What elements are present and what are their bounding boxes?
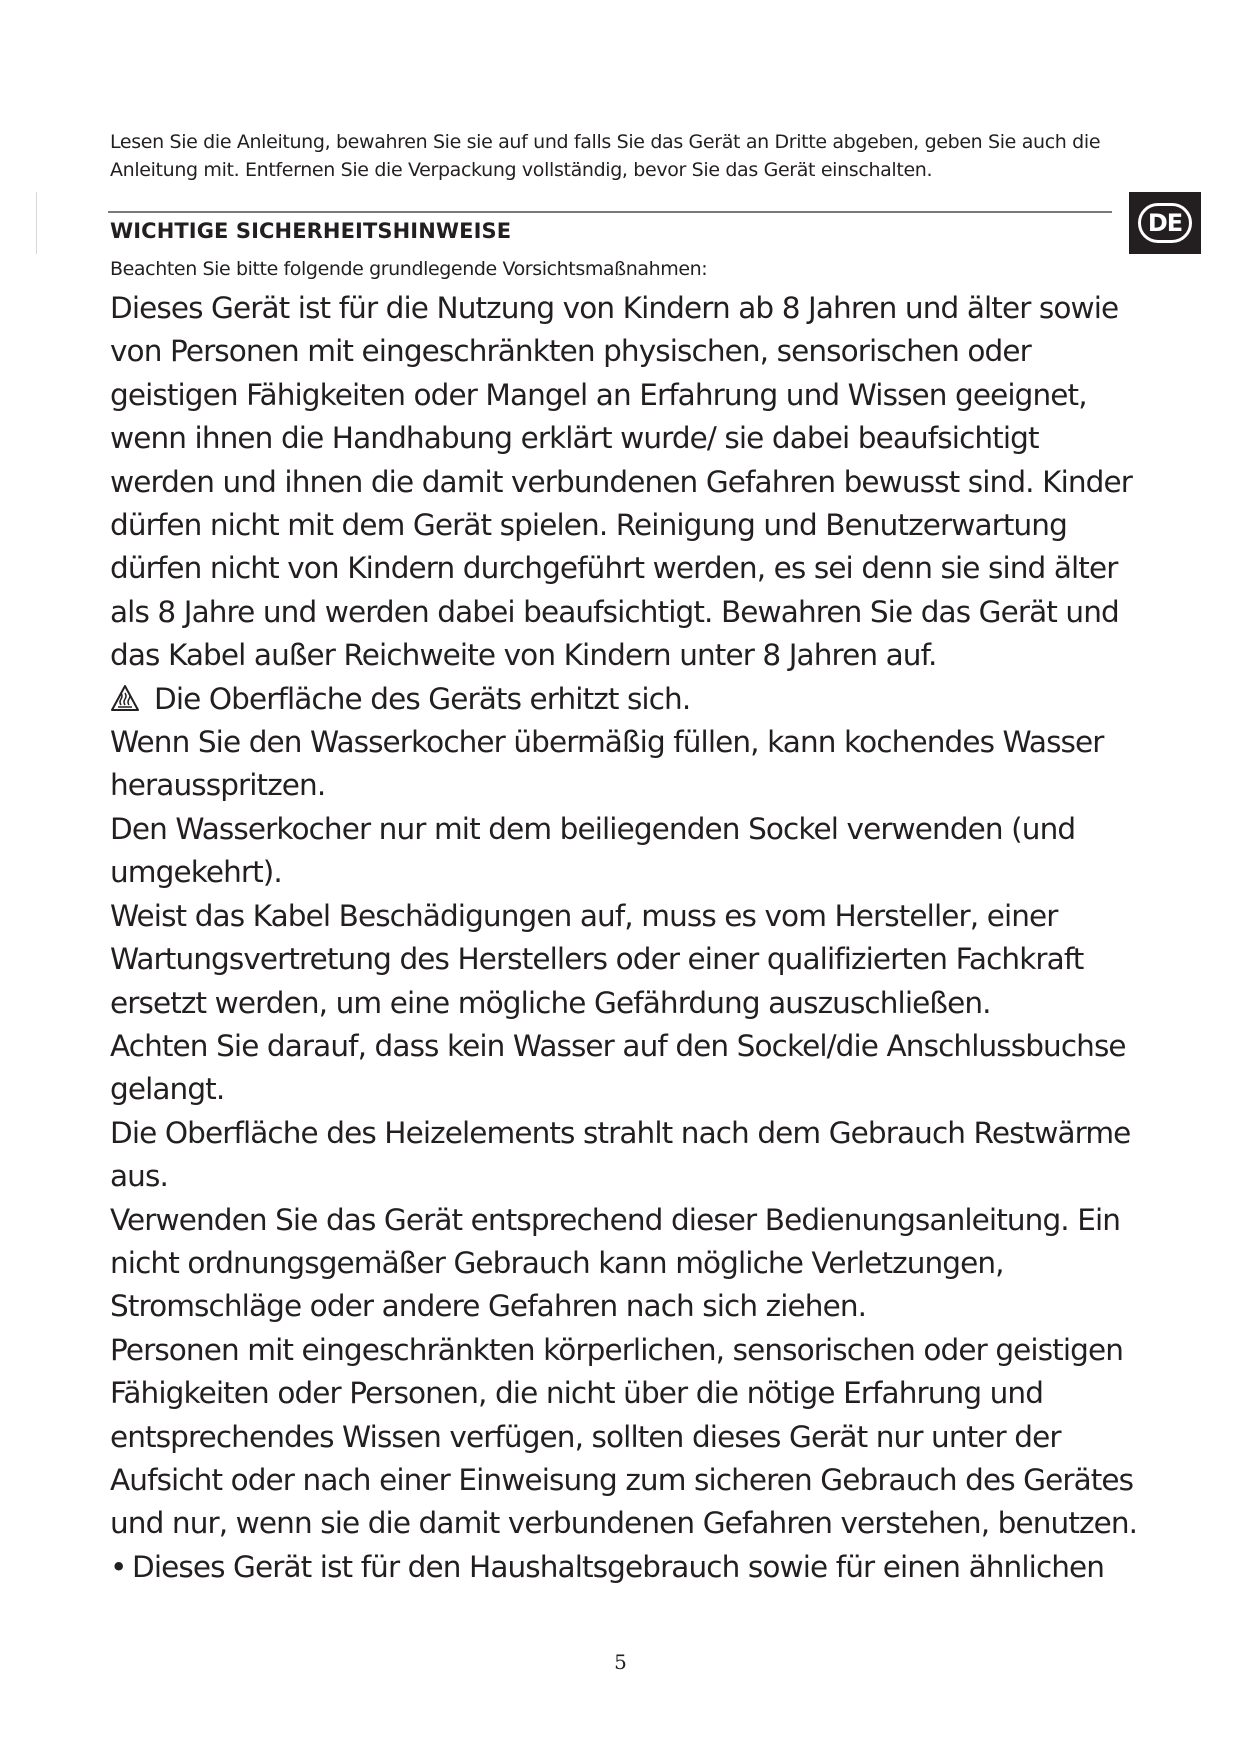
bullet-item [110,1546,1140,1589]
body-line: aus. [110,1159,168,1194]
body-line: umgekehrt). [110,855,282,890]
body-line: Dieses Gerät ist für die Nutzung von Kindern ab 8 Jahren und älter sowie [110,291,1119,325]
body-line: Stromschläge oder andere Gefahren nach sich ziehen. [110,1289,867,1324]
body-line: Achten Sie darauf, dass kein Wasser auf den Sockel/die Anschlussbuchse [110,1028,1126,1063]
body-line: als 8 Jahre und werden dabei beaufsichtigt. Bewahren Sie das Gerät und [110,594,1119,629]
page-number: 5 [614,1650,627,1674]
body-line: das Kabel außer Reichweite von Kindern unter 8 Jahren auf. [110,638,937,673]
bullet-dot: • [110,1549,127,1584]
body-line: entsprechendes Wissen verfügen, sollten dieses Gerät nur unter der [110,1419,1061,1454]
body-line: dürfen nicht mit dem Gerät spielen. Reinigung und Benutzerwartung [110,508,1067,543]
body-line: Die Oberfläche des Heizelements strahlt nach dem Gebrauch Restwärme [110,1115,1131,1150]
body-line: Wartungsvertretung des Herstellers oder einer qualifizierten Fachkraft [110,942,1084,977]
body-line: Personen mit eingeschränkten körperlichen, sensorischen oder geistigen [110,1332,1124,1367]
intro-paragraph [110,128,1120,184]
hot-surface-warning-line [110,678,1140,721]
body-line: und nur, wenn sie die damit verbundenen Gefahren verstehen, benutzen. [110,1506,1138,1541]
language-badge: DE [1138,203,1192,243]
body-line: wenn ihnen die Handhabung erklärt wurde/ sie dabei beaufsichtigt [110,421,1039,456]
body-line: Die Oberfläche des Geräts erhitzt sich. [154,681,691,716]
body-line: herausspritzen. [110,768,326,803]
safety-instructions [110,287,1140,1589]
body-line: von Personen mit eingeschränkten physischen, sensorischen oder [110,334,1031,369]
language-tab [1129,192,1201,254]
body-line: Aufsicht oder nach einer Einweisung zum sicheren Gebrauch des Gerätes [110,1462,1134,1497]
body-line: nicht ordnungsgemäßer Gebrauch kann mögliche Verletzungen, [110,1245,1004,1280]
intro-line: Lesen Sie die Anleitung, bewahren Sie sie auf und falls Sie das Gerät an Dritte abgeben, geben Sie auch die [110,131,1101,153]
section-subheading: Beachten Sie bitte folgende grundlegende Vorsichtsmaßnahmen: [110,258,708,280]
intro-line: Anleitung mit. Entfernen Sie die Verpackung vollständig, bevor Sie das Gerät einschalten. [110,159,933,181]
body-line: Wenn Sie den Wasserkocher übermäßig füllen, kann kochendes Wasser [110,725,1104,760]
body-line: gelangt. [110,1072,225,1107]
body-line: Weist das Kabel Beschädigungen auf, muss es vom Hersteller, einer [110,898,1058,933]
body-line: geistigen Fähigkeiten oder Mangel an Erfahrung und Wissen geeignet, [110,377,1087,412]
body-line: Dieses Gerät ist für den Haushaltsgebrauch sowie für einen ähnlichen [132,1549,1105,1584]
body-line: Fähigkeiten oder Personen, die nicht über die nötige Erfahrung und [110,1376,1044,1411]
section-heading: WICHTIGE SICHERHEITSHINWEISE [110,219,512,243]
section-divider [108,211,1112,213]
body-line: Verwenden Sie das Gerät entsprechend dieser Bedienungsanleitung. Ein [110,1202,1121,1237]
body-line: ersetzt werden, um eine mögliche Gefährdung auszuschließen. [110,985,991,1020]
hot-surface-warning-icon [110,684,140,712]
body-line: Den Wasserkocher nur mit dem beiliegenden Sockel verwenden (und [110,811,1076,846]
margin-mark [36,192,37,254]
body-line: werden und ihnen die damit verbundenen Gefahren bewusst sind. Kinder [110,464,1132,499]
body-line: dürfen nicht von Kindern durchgeführt werden, es sei denn sie sind älter [110,551,1118,586]
